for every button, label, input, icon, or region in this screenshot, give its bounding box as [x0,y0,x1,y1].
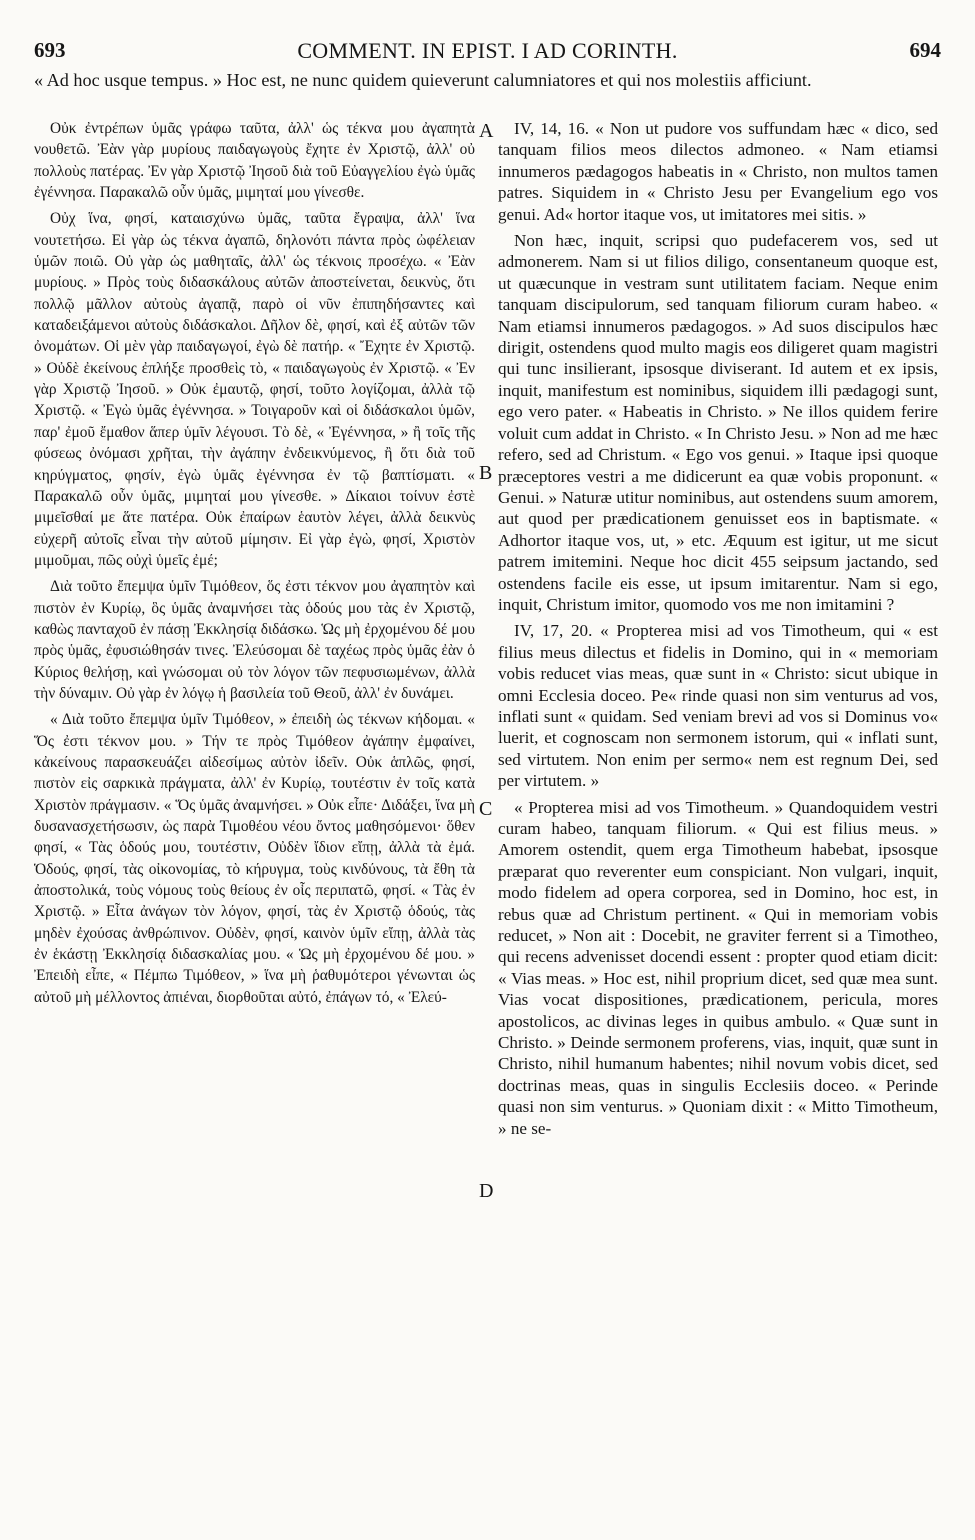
page-number-right: 694 [909,38,941,62]
latin-paragraph: « Propterea misi ad vos Timotheum. » Quandoquidem vestri curam habeo, tanquam filiorum. « Qui est filius meus. » Amorem ostendit, quem erga Timotheum habebat, ipsosque præparat quo reverenter eum conspiciant. Non vulgari, inquit, modo fidelem ad opera corporea, sed in Domino, hoc est, in rebus quæ ad Christum pertinent. « Qui in memoriam vobis reducet, » Non ait : Docebit, ne graviter ferrent si a Timotheo, qui recens advenisset docendi essent : propter quod etiam dicit: « Vias meas. » Hoc est, nihil proprium dicet, sed quæ mea sunt. Vias vocat dispositiones, prædicationem, pericula, mores apostolicos, ac divinas leges in quibus ambulo. « Quæ sunt in Christo. » Deinde sermonem proferens, vias, inquit, quæ sunt in Christo, nihil humanum habentes; nihil novum vobis dicet, sed doctrinas meas, quas in singulis Ecclesiis doceo. « Perinde quasi non sim venturus. » Quoniam dixit : « Mitto Timotheum, » ne se- [498,797,938,1138]
latin-paragraph: Non hæc, inquit, scripsi quo pudefacerem vos, sed ut admonerem. Nam si ut filios diligo, consentaneum quoque est, ut quæcunque in vestram sunt utilitatem faciam. Neque enim tanquam discipulorum, sed tanquam filiorum curam habeo. « Nam etiamsi innumeros pædagogos. » Ad suos discipulos hæc dirigit, ostendens quod multo magis eos diligeret quam magistri qui tunc insilierant, ipsosque diviserant. Id autem et ex ipsis, inquit, manifestum est nominibus, siquidem illi pædagogi sunt, ego vero pater. « Habeatis in Christo. » Ne illos quidem ferire voluit cum addat in Christo. « In Christo Jesu. » Non ad me hæc refero, sed ad Christum. « Ego vos genui. » Itaque ipsi quoque præceptores vestri a me didicerunt ea quæ vobis proponunt. « Genui. » Naturæ utitur nominibus, aut ostendens suum amorem, aut quod per prædicationem genuisset eos in baptismate. « Adhortor itaque vos, ut, » etc. Æquum est igitur, ut me sicut patrem imitemini. Neque hoc dicit 455 seipsum jactando, sed ostendens facile eis esse, ut ipsum imitarentur. Nam si ego, inquit, Christum imitor, quomodo vos me non imitamini ? [498,231,938,614]
page-number-left: 693 [34,38,66,62]
greek-paragraph: « Διὰ τοῦτο ἔπεμψα ὑμῖν Τιμόθεον, » ἐπειδὴ ὡς τέκνων κήδομαι. « Ὅς ἐστι τέκνον μου. » Τήν τε πρὸς Τιμόθεον ἀγάπην ἐμφαίνει, κἀκείνους παρασκευάζει αἰδεσίμως αὐτὸν ἰδεῖν. Οὐκ ἁπλῶς, φησί, πιστὸν εἰς σαρκικὰ πράγματα, ἀλλ' ἐν Κυρίῳ, τουτέστιν ἐν τοῖς κατὰ Χριστὸν πράγμασιν. « Ὅς ὑμᾶς ἀναμνήσει. » Οὐκ εἶπε· Διδάξει, ἵνα μὴ δυσανασχετήσωσιν, ὡς παρὰ Τιμοθέου νέου ὄντος μαθησόμενοι· ὅθεν φησί, « Τὰς ὁδούς μου, τουτέστιν, Οὐδὲν ἴδιον εἴπῃ, ἀλλὰ τὰ ἐμά. Ὁδούς, φησί, τὰς οἰκονομίας, τὸ κήρυγμα, τοὺς κινδύνους, τὰ ἔθη τὰ ἀποστολικά, τοὺς νόμους τοὺς θείους ἐν οἷς περιπατῶ, φησί. « Τὰς ἐν Χριστῷ. » Εἶτα ἀνάγων τὸν λόγον, φησί, τὰς ἐν Χριστῷ ὁδούς, τὰς μηδὲν ἐχούσας ἀνθρώπινον. Οὐδὲν, φησί, καινὸν ὑμῖν εἴπῃ, ἀλλὰ τὰς ἐν ἑκάστῃ Ἐκκλησίᾳ διδασκαλίας μου. « Ὡς μὴ ἐρχομένου δέ μου. » Ἐπειδὴ εἶπε, « Πέμπω Τιμόθεον, » ἵνα μὴ ῥαθυμότεροι γένωνται ὡς αὐτοῦ μὴ μέλλοντος ἀπιέναι, διορθοῦται αὐτό, ἐπάγων τό, « Ἐλεύ- [34,711,475,1006]
intro-paragraph: « Ad hoc usque tempus. » Hoc est, ne nunc quidem quieverunt calumniatores et qui nos molestiis afficiunt. [34,70,812,90]
margin-marker-d: D [479,1180,494,1202]
running-header [34,38,941,68]
greek-column [34,118,475,1013]
greek-paragraph: Διὰ τοῦτο ἔπεμψα ὑμῖν Τιμόθεον, ὅς ἐστι τέκνον μου ἀγαπητὸν καὶ πιστὸν ἐν Κυρίῳ, ὃς ὑμᾶς ἀναμνήσει τὰς ὁδούς μου τὰς ἐν Χριστῷ, καθὼς πανταχοῦ ἐν πάσῃ Ἐκκλησίᾳ διδάσκω. Ὡς μὴ ἐρχομένου δέ μου πρὸς ὑμᾶς, ἐφυσιώθησάν τινες. Ἐλεύσομαι δὲ ταχέως πρὸς ὑμᾶς ἐὰν ὁ Κύριος θελήσῃ, καὶ γνώσομαι οὐ τὸν λόγον τῶν πεφυσιωμένων, ἀλλὰ τὴν δύναμιν. Οὐ γὰρ ἐν λόγῳ ἡ βασιλεία τοῦ Θεοῦ, ἀλλ' ἐν δυνάμει. [34,578,475,702]
latin-paragraph: IV, 14, 16. « Non ut pudore vos suffundam hæc « dico, sed tanquam filios meos dilectos admoneo. « Nam etiamsi innumeros pædagogos habeatis in « Christo, non multos tamen patres. Siquidem in « Christo Jesu per Evangelium ego vos genui. Ad« hortor itaque vos, ut imitatores mei sitis. » [498,119,938,224]
margin-marker-b: B [479,462,493,484]
greek-paragraph: Οὐχ ἵνα, φησί, καταισχύνω ὑμᾶς, ταῦτα ἔγραψα, ἀλλ' ἵνα νουτετήσω. Εἰ γὰρ ὡς τέκνα ἀγαπῶ, δηλονότι πάντα πρὸς ὠφέλειαν ὑμῶν ποιῶ. Οὐ γὰρ ὡς μαθηταῖς, ἀλλ' ὡς τέκνοις προσέχω. « Ἐὰν μυρίους. » Πρὸς τοὺς διδασκάλους αὐτῶν ἀποστείνεται, δεικνὺς, ὅτι πολλῷ μᾶλλον αὐτοὺς ἀγαπᾷ, παρὸ οἱ νῦν ἐπιπηδήσαντες καὶ καταδειξάμενοι αὐτοὺς διδάσκαλοι. Δῆλον δὲ, φησί, καὶ ἐξ αὐτῶν τῶν ὀνομάτων. Οἱ μὲν γὰρ παιδαγωγοί, ἐγὼ δὲ πατήρ. « Ἔχητε ἐν Χριστῷ. » Οὐδὲ ἐκείνους ἐπλήξε προσθεὶς τὸ, « παιδαγωγοὺς ἐν Χριστῷ. « Ἐν γὰρ Χριστῷ Ἰησοῦ. » Οὐκ ἐμαυτῷ, φησί, τοῦτο λογίζομαι, ἀλλὰ τῷ Χριστῷ. « Ἐγὼ ὑμᾶς ἐγέννησα. » Τοιγαροῦν καὶ οἱ διδάσκαλοι ὑμῶν, παρ' ἐμοῦ ἔμαθον ἅπερ ὑμῖν λέγουσι. Τὸ δὲ, « Ἐγέννησα, » ἢ τοῖς τῆς φύσεως ὀνόμασι χρῆται, τὴν ἀγάπην ἐνδεικνύμενος, ἢ ὅτι διὰ τοῦ κηρύγματος, φησίν, ἐγὼ ὑμᾶς ἐγέννησα ἐν τῷ βαπτίσματι. « Παρακαλῶ οὖν ὑμᾶς, μιμηταί μου γίνεσθε. » Δίκαιοι τοίνυν ἐστὲ μιμεῖσθαί με ἅτε πατέρα. Οὐκ ἐπαίρων ἑαυτὸν λέγει, ἀλλὰ δεικνὺς εὐχερῆ αὐτοῖς εἶναι τὴν αὐτοῦ μίμησιν. Εἰ γὰρ ἐγὼ, φησί, Χριστὸν μιμοῦμαι, πῶς οὐχὶ ὑμεῖς ἐμέ; [34,210,475,569]
margin-marker-c: C [479,798,493,820]
running-title: COMMENT. IN EPIST. I AD CORINTH. [297,38,678,63]
greek-paragraph: Οὐκ ἐντρέπων ὑμᾶς γράφω ταῦτα, ἀλλ' ὡς τέκνα μου ἀγαπητὰ νουθετῶ. Ἐὰν γὰρ μυρίους παιδαγωγοὺς ἔχητε ἐν Χριστῷ, ἀλλ' οὐ πολλοὺς πατέρας. Ἐν γὰρ Χριστῷ Ἰησοῦ διὰ τοῦ Εὐαγγελίου ἐγὼ ὑμᾶς ἐγέννησα. Παρακαλῶ οὖν ὑμᾶς, μιμηταί μου γίνεσθε. [34,120,475,202]
latin-column [498,118,938,1144]
intro-line [34,70,943,91]
margin-marker-a: A [479,120,494,142]
latin-paragraph: IV, 17, 20. « Propterea misi ad vos Timotheum, qui « est filius meus dilectus et fidelis in Domino, qui in « memoriam vobis reducet vias meas, quæ sunt in « Christo: sicut ubique in omni Ecclesia doceo. Pe« rinde quasi non sim venturus ad vos, inflati sunt « quidam. Sed veniam brevi ad vos si Dominus vo« luerit, et cognoscam non sermonem istorum, qui « inflati sunt, sed virtutem. Non enim per sermo« nem est regnum Dei, sed per virtutem. » [498,621,938,791]
